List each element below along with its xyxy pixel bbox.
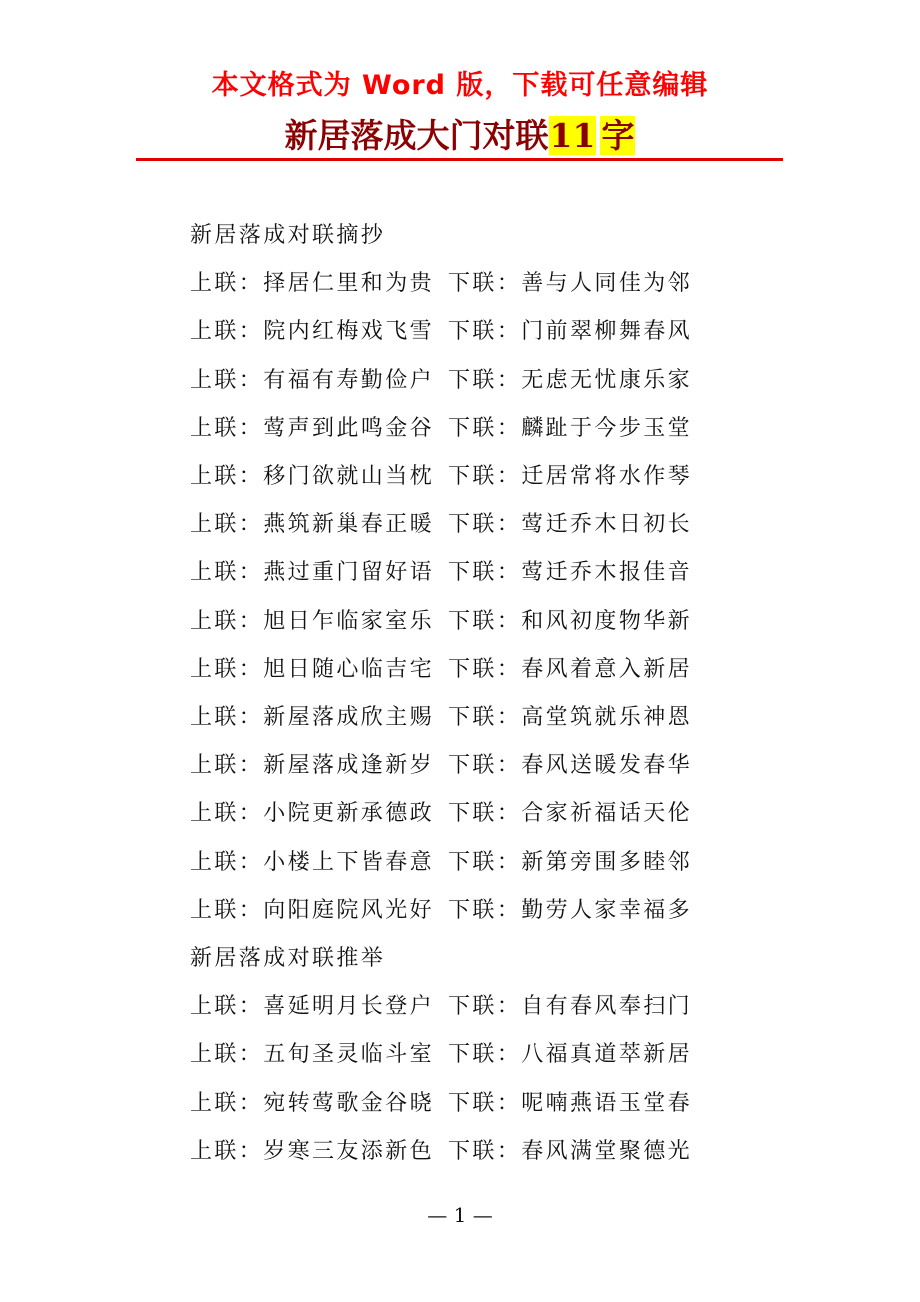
couplet-row (190, 646, 810, 694)
upper-label: 上联： (190, 319, 264, 345)
lower-label: 下联： (448, 464, 522, 490)
upper-label: 上联： (190, 994, 264, 1020)
upper-line: 莺声到此鸣金谷 (263, 415, 435, 441)
upper-line: 旭日随心临吉宅 (263, 656, 435, 682)
section-heading (190, 212, 810, 260)
couplet-row (190, 1080, 810, 1128)
upper-label: 上联： (190, 271, 264, 297)
upper-label: 上联： (190, 656, 264, 682)
couplet-row (190, 1031, 810, 1079)
upper-line: 新屋落成逢新岁 (263, 753, 435, 779)
lower-label: 下联： (448, 994, 522, 1020)
lower-label: 下联： (448, 705, 522, 731)
lower-line: 春风满堂聚德光 (521, 1138, 693, 1164)
section-heading (190, 935, 810, 983)
couplet-row (190, 357, 810, 405)
couplet-row (190, 453, 810, 501)
lower-label: 下联： (448, 608, 522, 634)
upper-line: 燕筑新巢春正暖 (263, 512, 435, 538)
couplet-row (190, 694, 810, 742)
upper-label: 上联： (190, 897, 264, 923)
lower-line: 迁居常将水作琴 (521, 464, 693, 490)
lower-line: 春风送暖发春华 (521, 753, 693, 779)
lower-line: 无虑无忧康乐家 (521, 367, 693, 393)
lower-line: 莺迁乔木报佳音 (521, 560, 693, 586)
title-text: 新居落成大门对联 (284, 116, 549, 155)
couplet-row (190, 983, 810, 1031)
lower-line: 八福真道萃新居 (521, 1042, 693, 1068)
upper-label: 上联： (190, 367, 264, 393)
lower-label: 下联： (448, 319, 522, 345)
upper-line: 岁寒三友添新色 (263, 1138, 435, 1164)
lower-label: 下联： (448, 1138, 522, 1164)
lower-label: 下联： (448, 367, 522, 393)
upper-line: 喜延明月长登户 (263, 994, 435, 1020)
lower-label: 下联： (448, 1090, 522, 1116)
title-highlight-number: 11 (549, 116, 596, 155)
lower-line: 新第旁围多睦邻 (521, 849, 693, 875)
lower-line: 自有春风奉扫门 (521, 994, 693, 1020)
upper-line: 旭日乍临家室乐 (263, 608, 435, 634)
upper-label: 上联： (190, 560, 264, 586)
lower-label: 下联： (448, 415, 522, 441)
upper-label: 上联： (190, 705, 264, 731)
upper-line: 宛转莺歌金谷晓 (263, 1090, 435, 1116)
page-number: — 1 — (427, 1203, 493, 1227)
lower-label: 下联： (448, 271, 522, 297)
upper-line: 小院更新承德政 (263, 801, 435, 827)
format-banner: 本文格式为 Word 版，下载可任意编辑 (211, 70, 709, 101)
upper-line: 院内红梅戏飞雪 (263, 319, 435, 345)
document-body (190, 212, 810, 1176)
couplet-row (190, 1128, 810, 1176)
couplet-list (190, 212, 810, 1176)
lower-line: 合家祈福话天伦 (521, 801, 693, 827)
lower-label: 下联： (448, 801, 522, 827)
section-heading-text: 新居落成对联推举 (190, 946, 386, 972)
upper-label: 上联： (190, 464, 264, 490)
lower-label: 下联： (448, 512, 522, 538)
title-divider (136, 158, 783, 161)
lower-line: 麟趾于今步玉堂 (521, 415, 693, 441)
lower-label: 下联： (448, 560, 522, 586)
couplet-row (190, 308, 810, 356)
upper-line: 小楼上下皆春意 (263, 849, 435, 875)
upper-line: 择居仁里和为贵 (263, 271, 435, 297)
lower-line: 门前翠柳舞春风 (521, 319, 693, 345)
lower-line: 高堂筑就乐神恩 (521, 705, 693, 731)
lower-label: 下联： (448, 849, 522, 875)
upper-line: 五旬圣灵临斗室 (263, 1042, 435, 1068)
upper-label: 上联： (190, 512, 264, 538)
upper-line: 有福有寿勤俭户 (263, 367, 435, 393)
upper-line: 向阳庭院风光好 (263, 897, 435, 923)
upper-line: 燕过重门留好语 (263, 560, 435, 586)
upper-label: 上联： (190, 1138, 264, 1164)
lower-line: 春风着意入新居 (521, 656, 693, 682)
couplet-row (190, 839, 810, 887)
upper-line: 新屋落成欣主赐 (263, 705, 435, 731)
upper-label: 上联： (190, 1090, 264, 1116)
upper-label: 上联： (190, 849, 264, 875)
upper-line: 移门欲就山当枕 (263, 464, 435, 490)
couplet-row (190, 501, 810, 549)
couplet-row (190, 260, 810, 308)
upper-label: 上联： (190, 608, 264, 634)
upper-label: 上联： (190, 1042, 264, 1068)
upper-label: 上联： (190, 801, 264, 827)
title-highlight-unit: 字 (601, 116, 635, 155)
lower-line: 呢喃燕语玉堂春 (521, 1090, 693, 1116)
lower-label: 下联： (448, 1042, 522, 1068)
couplet-row (190, 742, 810, 790)
couplet-row (190, 405, 810, 453)
couplet-row (190, 549, 810, 597)
page-title (0, 114, 920, 158)
lower-label: 下联： (448, 897, 522, 923)
couplet-row (190, 790, 810, 838)
lower-line: 勤劳人家幸福多 (521, 897, 693, 923)
lower-line: 莺迁乔木日初长 (521, 512, 693, 538)
upper-label: 上联： (190, 415, 264, 441)
lower-label: 下联： (448, 656, 522, 682)
upper-label: 上联： (190, 753, 264, 779)
couplet-row (190, 887, 810, 935)
couplet-row (190, 598, 810, 646)
lower-line: 善与人同佳为邻 (521, 271, 693, 297)
lower-line: 和风初度物华新 (521, 608, 693, 634)
lower-label: 下联： (448, 753, 522, 779)
section-heading-text: 新居落成对联摘抄 (190, 223, 386, 248)
